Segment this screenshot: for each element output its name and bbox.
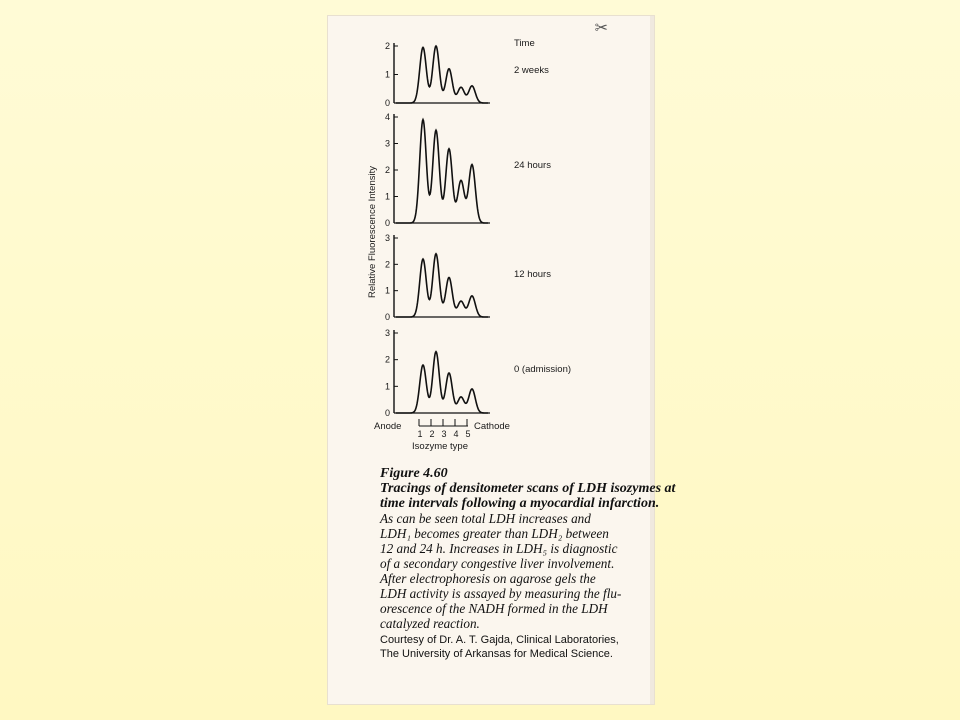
body-line: LDH₁ becomes greater than LDH₂ between [380,526,609,541]
body-line: LDH activity is assayed by measuring the flu- [380,586,622,601]
y-tick-label: 3 [384,328,390,338]
figure-title: Figure 4.60 [380,466,448,481]
densitometer-trace [396,254,488,317]
body-line: of a secondary congestive liver involvement. [380,556,615,571]
isozyme-label: 2 [429,429,435,439]
time-label: 2 weeks [514,65,549,76]
figure-body [380,511,680,631]
y-tick-label: 4 [384,112,390,122]
isozyme-label: 4 [453,429,459,439]
body-line: orescence of the NADH formed in the LDH [380,601,608,616]
body-line: 12 and 24 h. Increases in LDH₅ is diagnostic [380,541,618,556]
y-tick-label: 2 [384,354,390,365]
densitometer-trace [396,352,488,413]
time-label: 12 hours [514,269,551,280]
body-line: As can be seen total LDH increases and [380,511,591,526]
cathode-label: Cathode [474,421,510,432]
y-tick-label: 3 [384,138,390,149]
isozyme-label: 5 [465,429,471,439]
figure-description: Tracings of densitometer scans of LDH isozymes at time intervals following a myocardial infarction. [380,481,676,511]
y-tick-label: 0 [384,408,390,418]
densitometer-trace [396,120,488,223]
body-line: After electrophoresis on agarose gels the [380,571,596,586]
isozyme-label: 3 [441,429,447,439]
y-tick-label: 0 [384,218,390,228]
credit-line: The University of Arkansas for Medical Science. [380,648,613,660]
y-tick-label: 3 [384,233,390,243]
densitometer-trace [396,46,488,103]
y-axis-label: Relative Fluorescence Intensity [367,165,378,299]
y-tick-label: 1 [384,69,390,80]
y-tick-label: 0 [384,98,390,108]
y-tick-label: 0 [384,312,390,322]
isozyme-label: 1 [417,429,423,439]
y-tick-label: 1 [384,381,390,392]
anode-label: Anode [374,421,402,432]
time-header: Time [514,38,535,49]
y-tick-label: 2 [384,165,390,175]
y-tick-label: 2 [384,41,390,51]
pen-mark-icon: ✂ [594,18,608,37]
y-tick-label: 1 [384,285,390,296]
figure-credit [380,633,680,661]
x-axis-label: Isozyme type [412,441,468,452]
credit-line: Courtesy of Dr. A. T. Gajda, Clinical Laboratories, [380,634,619,646]
y-tick-label: 1 [384,191,390,202]
figure-caption [380,466,680,661]
time-label: 0 (admission) [514,364,572,375]
time-label: 24 hours [514,160,551,171]
y-tick-label: 2 [384,259,390,270]
body-line: catalyzed reaction. [380,616,480,631]
